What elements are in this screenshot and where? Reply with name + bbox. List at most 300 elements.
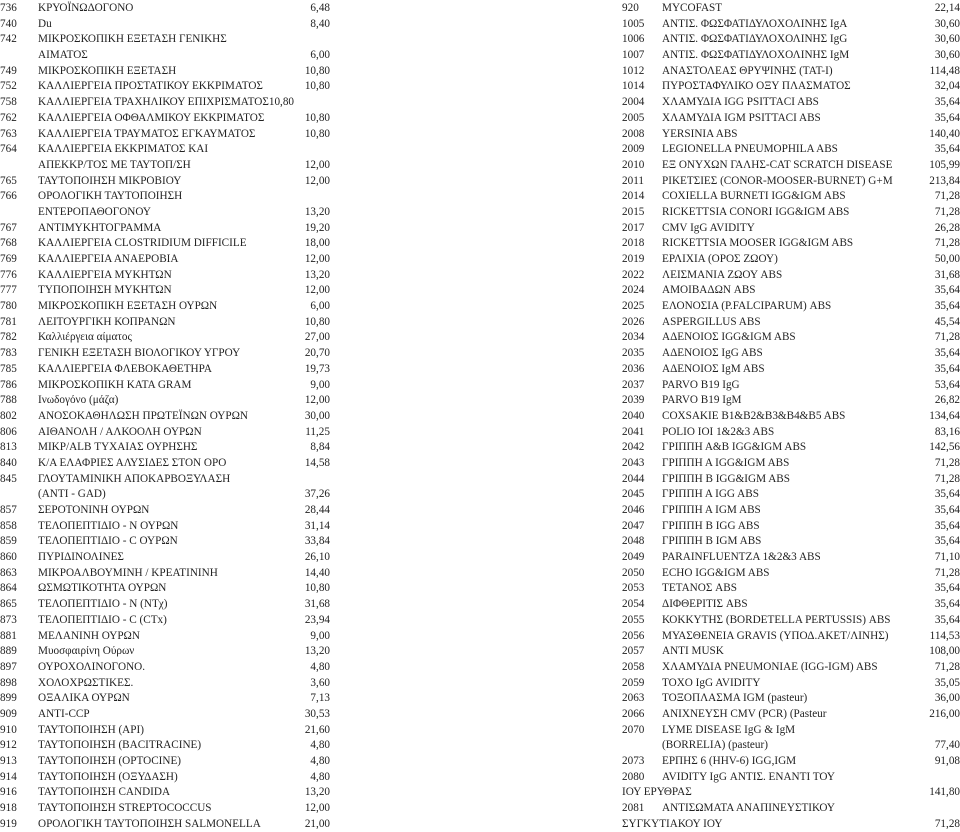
row-code: 2017 <box>622 221 645 234</box>
row-price: 35,64 <box>934 300 960 313</box>
row-price: 8,40 <box>310 17 330 30</box>
row-price: 213,84 <box>929 174 960 187</box>
row-price: 10,80 <box>304 315 330 328</box>
row-code: 840 <box>0 456 17 469</box>
row-name: ΑΜΟΙΒΑΔΩΝ ABS <box>662 284 756 297</box>
price-row <box>622 691 960 707</box>
row-name: ΠΥΡΟΣΤΑΦΥΛΙΚΟ ΟΞΥ ΠΛΑΣΜΑΤΟΣ <box>662 80 851 93</box>
row-price: 35,64 <box>934 504 960 516</box>
price-row <box>0 817 330 832</box>
row-price: 35,05 <box>934 676 960 689</box>
price-row <box>0 378 330 394</box>
row-price: 30,00 <box>304 409 330 422</box>
row-price: 7,13 <box>310 692 330 705</box>
row-code: 860 <box>0 551 17 564</box>
row-name: MYCOFAST <box>662 2 723 14</box>
row-price: 71,28 <box>934 331 960 344</box>
price-row <box>0 503 330 519</box>
row-name: ΑΝΤΙΣ. ΦΩΣΦΑΤΙΔΥΛΟΧΟΛΙΝΗΣ IgA <box>662 17 848 30</box>
price-row <box>622 189 960 205</box>
row-name: LYME DISEASE IgG & IgM <box>662 723 796 736</box>
row-code: 765 <box>0 174 17 187</box>
price-row <box>622 738 960 754</box>
row-name: ΓΡΙΠΠΗ Β IGM ABS <box>662 535 762 548</box>
row-name: PARVO B19 IgM <box>662 394 742 407</box>
row-code: 2036 <box>622 362 645 375</box>
row-code: 859 <box>0 535 17 548</box>
row-code: 2047 <box>622 519 645 532</box>
row-price: 31,14 <box>304 519 330 532</box>
row-price: 35,64 <box>934 598 960 611</box>
row-code: 2054 <box>622 598 645 611</box>
row-price: 6,48 <box>310 2 330 14</box>
price-row <box>622 707 960 723</box>
row-name: ΔΙΦΘΕΡΙΤΙΣ ABS <box>662 598 748 611</box>
row-price: 45,54 <box>934 315 960 328</box>
row-price: 6,00 <box>310 300 330 313</box>
row-code: 2041 <box>622 425 645 438</box>
row-code: 2025 <box>622 300 645 313</box>
row-code: 2018 <box>622 237 645 250</box>
row-price: 30,60 <box>934 49 960 62</box>
price-row <box>622 534 960 550</box>
row-code: 762 <box>0 111 17 124</box>
price-row <box>622 503 960 519</box>
row-code: 780 <box>0 300 17 313</box>
row-code: 914 <box>0 770 17 783</box>
row-price: 13,20 <box>304 645 330 658</box>
row-price: 10,80 <box>304 127 330 140</box>
price-row <box>0 205 330 221</box>
row-name: Du <box>38 17 52 30</box>
row-name: ΧΛΑΜΥΔΙΑ PNEUMONIAE (IGG-IGM) ABS <box>662 660 878 673</box>
row-price: 21,00 <box>304 817 330 830</box>
price-row <box>0 158 330 174</box>
row-price: 71,28 <box>934 660 960 673</box>
row-price: 35,64 <box>934 362 960 375</box>
row-price: 26,28 <box>934 221 960 234</box>
row-price: 12,00 <box>304 174 330 187</box>
price-row <box>0 32 330 48</box>
price-row <box>622 111 960 127</box>
price-row <box>0 472 330 488</box>
row-price: 35,64 <box>934 284 960 297</box>
row-name: ΑΝΤΙΣ. ΦΩΣΦΑΤΙΔΥΛΟΧΟΛΙΝΗΣ IgG <box>662 33 848 46</box>
price-row <box>622 252 960 268</box>
row-code: 899 <box>0 692 17 705</box>
row-name: ΑΝΙΧΝΕΥΣΗ CMV (PCR) (Pasteur <box>662 707 827 720</box>
row-name: ΚΑΛΛΙΕΡΓΕΙΑ ΤΡΑΧΗΛΙΚΟΥ ΕΠΙΧΡΙΣΜΑΤΟΣ10,80 <box>38 96 295 109</box>
row-name: ΤΟΞΟΠΛΑΣΜΑ IGM (pasteur) <box>662 692 808 705</box>
row-code: 2011 <box>622 174 644 187</box>
row-price: 35,64 <box>934 96 960 109</box>
row-price: 114,53 <box>929 629 960 642</box>
row-price: 19,20 <box>304 221 330 234</box>
price-list-right-column <box>622 1 960 832</box>
price-row <box>0 770 330 786</box>
row-name: RICKETTSIA MOOSER IGG&IGM ABS <box>662 237 854 250</box>
row-price: 12,00 <box>304 253 330 265</box>
row-name: ΧΛΑΜΥΔΙΑ IGG PSITTACI ABS <box>662 96 819 109</box>
row-price: 35,64 <box>934 582 960 595</box>
row-code: 916 <box>0 786 17 799</box>
row-price: 10,80 <box>304 111 330 124</box>
row-price: 12,00 <box>304 802 330 815</box>
price-row <box>622 785 960 801</box>
row-name: YERSINIA ABS <box>662 127 738 140</box>
row-price: 22,14 <box>934 2 960 14</box>
price-row <box>622 676 960 692</box>
row-code: 2022 <box>622 268 645 281</box>
row-price: 14,58 <box>304 456 330 469</box>
price-row <box>0 236 330 252</box>
row-name: COXSAKIE B1&B2&B3&B4&B5 ABS <box>662 409 846 422</box>
row-code: 2015 <box>622 205 645 218</box>
price-row <box>0 566 330 582</box>
row-name: ΡΙΚΕΤΣΙΕΣ (CONOR-MOOSER-BURNET) G+M <box>662 174 893 187</box>
price-row <box>622 660 960 676</box>
price-row <box>0 629 330 645</box>
price-row <box>0 597 330 613</box>
row-price: 77,40 <box>934 739 960 752</box>
row-name: RICKETTSIA CONORI IGG&IGM ABS <box>662 205 850 218</box>
price-row <box>622 142 960 158</box>
row-code: 2050 <box>622 566 645 579</box>
row-code: 2042 <box>622 441 645 454</box>
row-price: 71,28 <box>934 566 960 579</box>
row-price: 31,68 <box>934 268 960 281</box>
row-code: 2019 <box>622 253 645 265</box>
row-name: ΚΑΛΛΙΕΡΓΕΙΑ ΦΛΕΒΟΚΑΘΕΤΗΡΑ <box>38 362 212 375</box>
row-price: 105,99 <box>929 158 960 171</box>
row-code: 863 <box>0 566 17 579</box>
row-name: ΑΙΘΑΝΟΛΗ / ΑΛΚΟΟΛΗ ΟΥΡΩΝ <box>38 425 202 438</box>
row-name: ΜΙΚΡΟΑΛΒΟΥΜΙΝΗ / ΚΡΕΑΤΙΝΙΝΗ <box>38 566 218 579</box>
price-row <box>622 174 960 190</box>
row-code: 909 <box>0 707 17 720</box>
row-name: ΤΑΥΤΟΠΟΙΗΣΗ ΜΙΚΡΟΒΙΟΥ <box>38 174 182 187</box>
row-price: 4,80 <box>310 770 330 783</box>
row-name: ΤΕΛΟΠΕΠΤΙΔΙΟ - Ν ΟΥΡΩΝ <box>38 519 179 532</box>
price-row <box>0 95 330 111</box>
row-name: ΧΛΑΜΥΔΙΑ IGM PSITTACI ABS <box>662 111 821 124</box>
row-price: 9,00 <box>310 629 330 642</box>
price-row <box>622 754 960 770</box>
row-price: 91,08 <box>934 755 960 767</box>
row-name: ΤΑΥΤΟΠΟΙΗΣΗ (API) <box>38 723 144 736</box>
price-row <box>622 127 960 143</box>
row-price: 14,40 <box>304 566 330 579</box>
price-row <box>0 48 330 64</box>
row-price: 13,20 <box>304 786 330 799</box>
row-name: ΜΕΛΑΝΙΝΗ ΟΥΡΩΝ <box>38 629 140 642</box>
row-code: 2073 <box>622 755 645 767</box>
row-price: 114,48 <box>929 64 960 77</box>
price-row <box>0 189 330 205</box>
price-row <box>622 221 960 237</box>
price-row <box>0 550 330 566</box>
price-row <box>622 283 960 299</box>
row-code: 2008 <box>622 127 645 140</box>
row-code: 2037 <box>622 378 645 391</box>
row-code: 910 <box>0 723 17 736</box>
row-code: 2053 <box>622 582 645 595</box>
price-row <box>0 440 330 456</box>
row-price: 20,70 <box>304 347 330 360</box>
row-name: ΤΑΥΤΟΠΟΙΗΣΗ (BACITRACINE) <box>38 739 202 752</box>
row-name: ΕΝΤΕΡΟΠΑΘΟΓΟΝΟΥ <box>38 205 151 218</box>
row-code: 781 <box>0 315 17 328</box>
row-code: 873 <box>0 613 17 626</box>
price-row <box>0 754 330 770</box>
row-code: 1012 <box>622 64 645 77</box>
price-row <box>622 48 960 64</box>
row-name: ΤΑΥΤΟΠΟΙΗΣΗ STREPTOCOCCUS <box>38 802 212 815</box>
row-name: Κ/Α ΕΛΑΦΡΙΕΣ ΑΛΥΣΙΔΕΣ ΣΤΟΝ ΟΡΟ <box>38 456 227 469</box>
row-name: ΟΞΑΛΙΚΑ ΟΥΡΩΝ <box>38 692 130 705</box>
row-name: ΚΑΛΛΙΕΡΓΕΙΑ ΜΥΚΗΤΩΝ <box>38 268 172 281</box>
row-price: 3,60 <box>310 676 330 689</box>
row-code: 845 <box>0 472 17 485</box>
row-price: 71,28 <box>934 237 960 250</box>
row-code: 777 <box>0 284 17 297</box>
row-code: 1006 <box>622 33 645 46</box>
row-name: ΑΝΟΣΟΚΑΘΗΛΩΣΗ ΠΡΩΤΕΪΝΩΝ ΟΥΡΩΝ <box>38 409 248 422</box>
price-row <box>622 362 960 378</box>
row-code: 2081 <box>622 802 645 815</box>
row-name: ΤΕΛΟΠΕΠΤΙΔΙΟ - C ΟΥΡΩΝ <box>38 535 178 548</box>
row-code: 2035 <box>622 347 645 360</box>
row-code: 2005 <box>622 111 645 124</box>
row-code: 1005 <box>622 17 645 30</box>
row-price: 71,28 <box>934 205 960 218</box>
row-code: 742 <box>0 33 17 46</box>
price-row <box>622 17 960 33</box>
row-price: 71,28 <box>934 817 960 830</box>
row-name: CMV IgG AVIDITY <box>662 221 755 234</box>
row-code: 897 <box>0 660 17 673</box>
price-row <box>0 691 330 707</box>
row-price: 12,00 <box>304 284 330 297</box>
row-code: 767 <box>0 221 17 234</box>
row-code: ΣΥΓΚΥΤΙΑΚΟΥ ΙΟΥ <box>622 817 723 830</box>
row-name: ΜΙΚΡΟΣΚΟΠΙΚΗ ΚΑΤΑ GRAM <box>38 378 192 391</box>
row-price: 10,80 <box>304 64 330 77</box>
row-price: 32,04 <box>934 80 960 93</box>
price-row <box>0 299 330 315</box>
row-code: 766 <box>0 190 17 203</box>
row-code: 857 <box>0 504 17 516</box>
row-code: 2059 <box>622 676 645 689</box>
price-row <box>622 723 960 739</box>
price-row <box>0 127 330 143</box>
price-row <box>622 566 960 582</box>
row-price: 142,56 <box>929 441 960 454</box>
price-row <box>0 142 330 158</box>
price-row <box>0 644 330 660</box>
price-row <box>0 111 330 127</box>
row-name: PARVO B19 IgG <box>662 378 740 391</box>
row-name: ΓΕΝΙΚΗ ΕΞΕΤΑΣΗ ΒΙΟΛΟΓΙΚΟΥ ΥΓΡΟΥ <box>38 347 241 360</box>
price-row <box>0 79 330 95</box>
row-code: 2010 <box>622 158 645 171</box>
row-name: ΑΔΕΝΟΙΟΣ IgG ABS <box>662 347 763 360</box>
price-row <box>0 283 330 299</box>
price-row <box>0 707 330 723</box>
row-name: ΣΕΡΟΤΟΝΙΝΗ ΟΥΡΩΝ <box>38 504 150 516</box>
row-price: 35,64 <box>934 488 960 501</box>
row-name: ΚΑΛΛΙΕΡΓΕΙΑ ΟΦΘΑΛΜΙΚΟΥ ΕΚΚΡΙΜΑΤΟΣ <box>38 111 265 124</box>
row-price: 12,00 <box>304 158 330 171</box>
price-row <box>622 64 960 80</box>
price-row <box>622 1 960 17</box>
row-code: 2044 <box>622 472 645 485</box>
price-row <box>0 676 330 692</box>
price-row <box>622 519 960 535</box>
price-row <box>622 644 960 660</box>
row-price: 35,64 <box>934 143 960 156</box>
row-price: 21,60 <box>304 723 330 736</box>
row-price: 35,64 <box>934 519 960 532</box>
row-price: 36,00 <box>934 692 960 705</box>
price-row <box>622 268 960 284</box>
row-code: 806 <box>0 425 17 438</box>
row-code: 2066 <box>622 707 645 720</box>
row-name: ΕΡΛΙΧΙΑ (ΟΡΟΣ ΖΩΟΥ) <box>662 253 778 265</box>
row-price: 26,10 <box>304 551 330 564</box>
row-name: ΠΥΡΙΔΙΝΟΛΙΝΕΣ <box>38 551 124 564</box>
row-name: ΑΝΑΣΤΟΛΕΑΣ ΘΡΥΨΙΝΗΣ (ΤΑΤ-Ι) <box>662 64 833 77</box>
row-code: 736 <box>0 2 17 14</box>
row-name: ΤΥΠΟΠΟΙΗΣΗ ΜΥΚΗΤΩΝ <box>38 284 172 297</box>
row-name: ASPERGILLUS ABS <box>662 315 761 328</box>
price-row <box>622 425 960 441</box>
price-row <box>0 409 330 425</box>
price-row <box>622 236 960 252</box>
row-name: ΓΡΙΠΠΗ Α&Β IGG&IGM ABS <box>662 441 807 454</box>
row-price: 13,20 <box>304 205 330 218</box>
row-price: 12,00 <box>304 394 330 407</box>
price-row <box>0 534 330 550</box>
price-row <box>622 801 960 817</box>
price-row <box>622 440 960 456</box>
row-name: TOXO IgG AVIDITY <box>662 676 761 689</box>
row-price: 10,80 <box>304 80 330 93</box>
row-price: 30,60 <box>934 17 960 30</box>
row-name: ΧΟΛΟΧΡΩΣΤΙΚΕΣ. <box>38 676 134 689</box>
row-code: 2024 <box>622 284 645 297</box>
row-name: POLIO IOI 1&2&3 ABS <box>662 425 775 438</box>
price-row <box>0 519 330 535</box>
row-code: 2043 <box>622 456 645 469</box>
row-code: ΙΟΥ ΕΡΥΘΡΑΣ <box>622 786 692 799</box>
price-row <box>622 770 960 786</box>
row-price: 37,26 <box>304 488 330 501</box>
row-name: (ΑΝΤΙ - GAD) <box>38 488 106 501</box>
row-code: 776 <box>0 268 17 281</box>
row-name: ΤΕΛΟΠΕΠΤΙΔΙΟ - C (CTx) <box>38 613 167 626</box>
row-code: 2040 <box>622 409 645 422</box>
row-price: 28,44 <box>304 504 330 516</box>
row-code: 2026 <box>622 315 645 328</box>
row-price: 71,10 <box>934 551 960 564</box>
row-name: ΤΑΥΤΟΠΟΙΗΣΗ (OPTOCINE) <box>38 755 182 767</box>
row-name: ΑΝΤΙΜΥΚΗΤΟΓΡΑΜΜΑ <box>38 221 162 234</box>
row-name: ΓΡΙΠΠΗ Β IGG&IGM ABS <box>662 472 790 485</box>
row-code: 2034 <box>622 331 645 344</box>
row-name: ΕΡΠΗΣ 6 (HHV-6) IGG,IGM <box>662 755 797 767</box>
row-code: 2058 <box>622 660 645 673</box>
row-name: LEGIONELLA PNEUMOPHILA ABS <box>662 143 838 156</box>
row-code: 920 <box>622 2 639 14</box>
row-name: ΤΕΤΑΝΟΣ ABS <box>662 582 737 595</box>
row-price: 4,80 <box>310 660 330 673</box>
price-row <box>0 1 330 17</box>
row-code: 2004 <box>622 96 645 109</box>
price-row <box>0 738 330 754</box>
price-row <box>0 315 330 331</box>
row-price: 35,64 <box>934 535 960 548</box>
row-price: 23,94 <box>304 613 330 626</box>
row-price: 30,53 <box>304 707 330 720</box>
row-code: 813 <box>0 441 17 454</box>
row-code: 2063 <box>622 692 645 705</box>
row-code: 769 <box>0 253 17 265</box>
row-code: 2070 <box>622 723 645 736</box>
row-price: 216,00 <box>929 707 960 720</box>
row-name: ANTI MUSK <box>662 645 724 658</box>
row-price: 4,80 <box>310 755 330 767</box>
price-row <box>622 158 960 174</box>
price-row <box>0 613 330 629</box>
row-name: ΓΡΙΠΠΗ Α IGG&IGM ABS <box>662 456 790 469</box>
price-row <box>0 425 330 441</box>
row-price: 108,00 <box>929 645 960 658</box>
row-code: 768 <box>0 237 17 250</box>
price-row <box>622 205 960 221</box>
row-price: 71,28 <box>934 456 960 469</box>
price-row <box>622 330 960 346</box>
row-name: ΚΑΛΛΙΕΡΓΕΙΑ CLOSTRIDIUM DIFFICILE <box>38 237 247 250</box>
row-price: 35,64 <box>934 613 960 626</box>
price-row <box>0 581 330 597</box>
price-row <box>622 550 960 566</box>
row-price: 31,68 <box>304 598 330 611</box>
row-name: ΚΑΛΛΙΕΡΓΕΙΑ ΤΡΑΥΜΑΤΟΣ ΕΓΚΑΥΜΑΤΟΣ <box>38 127 256 140</box>
row-name: Ινωδογόνο (μάζα) <box>38 394 119 407</box>
row-code: 752 <box>0 80 17 93</box>
row-price: 11,25 <box>305 425 330 438</box>
row-price: 134,64 <box>929 409 960 422</box>
row-name: ΤΑΥΤΟΠΟΙΗΣΗ CANDIDA <box>38 786 171 799</box>
row-price: 19,73 <box>304 362 330 375</box>
row-name: ΚΑΛΛΙΕΡΓΕΙΑ ΕΚΚΡΙΜΑΤΟΣ ΚΑΙ <box>38 143 209 156</box>
row-name: ΑΔΕΝΟΙΟΣ IgM ABS <box>662 362 765 375</box>
row-price: 140,40 <box>929 127 960 140</box>
price-row <box>0 17 330 33</box>
price-row <box>622 346 960 362</box>
row-name: ΑΔΕΝΟΙΟΣ IGG&IGM ABS <box>662 331 796 344</box>
row-price: 141,80 <box>929 786 960 799</box>
row-code: 749 <box>0 64 17 77</box>
row-code: 2048 <box>622 535 645 548</box>
row-name: ΑΝΤΙΣ. ΦΩΣΦΑΤΙΔΥΛΟΧΟΛΙΝΗΣ IgM <box>662 49 850 62</box>
row-code: 2009 <box>622 143 645 156</box>
price-row <box>622 79 960 95</box>
row-name: ΓΡΙΠΠΗ Α IGM ABS <box>662 504 761 516</box>
price-row <box>622 299 960 315</box>
row-code: 865 <box>0 598 17 611</box>
